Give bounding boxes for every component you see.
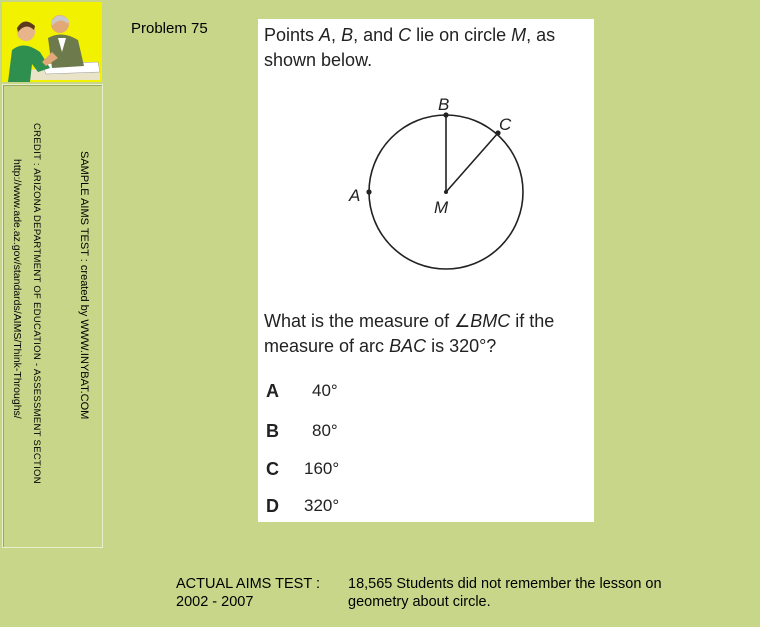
logo-illustration: [2, 2, 102, 82]
side-panel: [2, 84, 103, 548]
choice-value: 160°: [304, 459, 340, 478]
question-rendered: What is the measure of ∠BMC if the measure of arc BAC is 320°?: [264, 311, 555, 356]
footer-message: [348, 575, 728, 611]
point-a: [366, 189, 371, 194]
question: [264, 309, 594, 359]
footer-message-line2: geometry about circle.: [348, 594, 491, 610]
label-a: A: [349, 186, 361, 205]
teacher-student-illustration: [2, 2, 102, 82]
credit-text: CREDIT : ARIZONA DEPARTMENT OF EDUCATION - ASSESSMENT SECTION: [31, 123, 42, 484]
footer-label-line1: ACTUAL AIMS TEST :: [176, 576, 320, 592]
point-m: [444, 190, 448, 194]
choice-letter: B: [266, 421, 279, 441]
sample-test-credit: SAMPLE AIMS TEST : created by WWW.INYBAT.COM: [78, 151, 90, 420]
footer-label-line2: 2002 - 2007: [176, 594, 254, 610]
source-url: http://www.ade.az.gov/standards/AIMS/Think-Throughs/: [11, 159, 23, 419]
choice-value: 320°: [304, 496, 340, 515]
choice-letter: C: [266, 459, 279, 479]
footer-message-line1: 18,565 Students did not remember the lesson on: [348, 576, 662, 592]
choice-letter: A: [266, 381, 279, 401]
footer-label: [176, 575, 346, 611]
choice-value: 80°: [312, 421, 338, 440]
intro-rendered: Points A, B, and C lie on circle M, as shown below.: [264, 25, 556, 70]
radius-mc: [446, 133, 498, 192]
choice-letter: D: [266, 496, 279, 516]
problem-label: Problem 75: [131, 20, 208, 37]
circle-diagram: [258, 19, 594, 299]
label-b: B: [438, 95, 450, 114]
problem-card: [258, 19, 594, 522]
teacher-jacket: [48, 34, 84, 68]
label-m: M: [434, 198, 449, 217]
choice-value: 40°: [312, 381, 338, 400]
label-c: C: [499, 115, 512, 134]
